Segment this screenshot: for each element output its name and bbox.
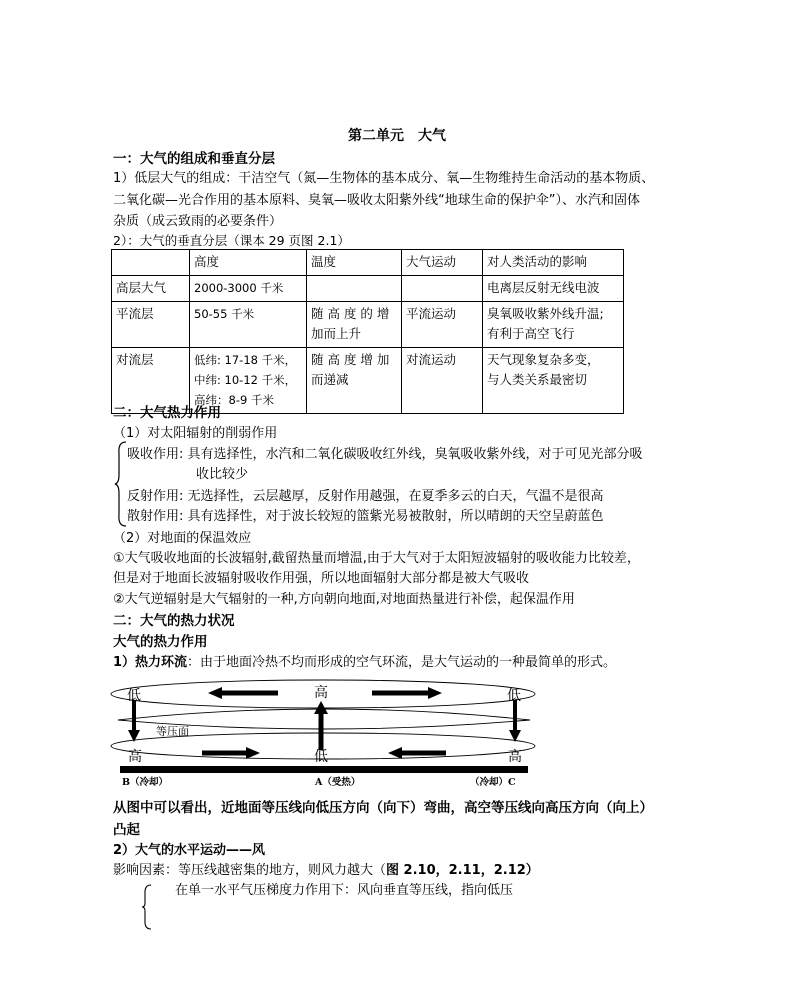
circulation-text: ：由于地面冷热不均而形成的空气环流，是大气运动的一种最简单的形式。 — [187, 655, 617, 670]
arrow-right-icon — [246, 747, 260, 759]
paragraph-line: 但是对于地面长波辐射吸收作用强，所以地面辐射大部分都是被大气吸收 — [113, 571, 530, 586]
page-title: 第二单元 大气 — [348, 128, 446, 144]
table-cell — [483, 348, 624, 414]
label-low-top-left: 低 — [127, 688, 141, 704]
table-header-row — [112, 250, 624, 276]
subheading: （2）对地面的保温效应 — [113, 531, 252, 546]
wind-factor-line — [113, 859, 539, 878]
thermal-circulation-diagram — [110, 676, 540, 788]
table-cell — [307, 276, 402, 302]
cell-line: 随 高 度 的 增 — [311, 306, 390, 321]
cell-line: 加而上升 — [311, 326, 362, 341]
factor-label: 影响因素 — [113, 863, 166, 878]
wind-rule-line: 在单一水平气压梯度力作用下：风向垂直等压线，指向低压 — [175, 883, 514, 898]
table-header: 温度 — [307, 250, 402, 276]
table-cell: 2000-3000 千米 — [190, 276, 307, 302]
table-header: 高度 — [190, 250, 307, 276]
paragraph-line: ①大气吸收地面的长波辐射,截留热量而增温,由于大气对于太阳短波辐射的吸收能力比较差， — [113, 551, 640, 566]
cell-line: 而递减 — [311, 372, 349, 387]
arrow-up-icon — [314, 701, 328, 714]
section-heading-thermal: 二：大气热力作用 — [113, 405, 221, 421]
arrow-left-icon — [388, 747, 402, 759]
cell-line: 低纬: 17-18 千米， — [194, 353, 297, 367]
cell-line: 中纬: 10-12 千米， — [194, 373, 297, 387]
label-c-cooling: （冷却）C — [470, 777, 516, 788]
table-cell — [483, 302, 624, 348]
cell-line: 臭氧吸收紫外线升温; — [487, 306, 604, 321]
absorb-line: 吸收作用: 具有选择性，水汽和二氧化碳吸收红外线，臭氧吸收紫外线，对于可见光部分吸 — [127, 447, 643, 462]
table-cell — [307, 348, 402, 414]
table-cell: 平流层 — [112, 302, 190, 348]
table-cell: 平流运动 — [402, 302, 483, 348]
table-header: 大气运动 — [402, 250, 483, 276]
ground-bar — [120, 766, 528, 773]
paragraph-line: ②大气逆辐射是大气辐射的一种,方向朝向地面,对地面热量进行补偿，起保温作用 — [113, 592, 575, 607]
subheading-bold: 大气的热力作用 — [113, 634, 208, 650]
table-cell — [112, 250, 190, 276]
label-low-bottom-center: 低 — [314, 749, 328, 765]
table-cell: 50-55 千米 — [190, 302, 307, 348]
table-row — [112, 302, 624, 348]
label-high-bottom-left: 高 — [128, 749, 142, 765]
circulation-paragraph — [113, 651, 616, 670]
left-brace — [141, 884, 153, 930]
factor-text: ：等压线越密集的地方，则风力越大（ — [165, 863, 387, 878]
paragraph-line: 二氧化碳—光合作用的基本原料、臭氧—吸收太阳紫外线“地球生命的保护伞”）、水汽和固体 — [113, 193, 640, 208]
arrow-left-icon — [208, 687, 222, 699]
table-cell: 对流层 — [112, 348, 190, 414]
cell-line: 有利于高空飞行 — [487, 326, 575, 341]
wind-heading: 2）大气的水平运动——风 — [113, 843, 266, 858]
table-cell — [307, 302, 402, 348]
table-row — [112, 276, 624, 302]
section-heading-status: 二：大气的热力状况 — [113, 613, 235, 629]
conclusion-line: 凸起 — [113, 822, 140, 838]
label-b-cooling: B（冷却） — [122, 777, 169, 788]
paragraph-line: 2）：大气的垂直分层（课本 29 页图 2.1） — [113, 233, 350, 248]
cell-line: 随 高 度 增 加 — [311, 352, 390, 367]
table-header: 对人类活动的影响 — [483, 250, 624, 276]
cell-line: 与人类关系最密切 — [487, 372, 588, 387]
factor-figures: 图 2.10，2.11，2.12） — [386, 863, 539, 878]
table-cell: 电离层反射无线电波 — [483, 276, 624, 302]
label-low-top-right: 低 — [507, 688, 521, 704]
cell-line: 高纬：8-9 千米 — [194, 393, 274, 407]
left-brace — [114, 441, 128, 527]
conclusion-line: 从图中可以看出，近地面等压线向低压方向（向下）弯曲，高空等压线向高压方向（向上） — [113, 800, 653, 816]
label-a-heating: A（受热） — [315, 777, 361, 788]
label-isobar: 等压面 — [156, 725, 189, 738]
cell-line: 天气现象复杂多变， — [487, 352, 600, 367]
scatter-line: 散射作用: 具有选择性，对于波长较短的篮紫光易被散射，所以晴朗的天空呈蔚蓝色 — [127, 509, 604, 524]
reflect-line: 反射作用: 无选择性，云层越厚，反射作用越强，在夏季多云的白天，气温不是很高 — [127, 489, 604, 504]
absorb-line: 收比较少 — [196, 467, 249, 482]
table-cell: 高层大气 — [112, 276, 190, 302]
label-high-bottom-right: 高 — [508, 749, 522, 765]
arrow-right-icon — [428, 687, 442, 699]
subheading: （1）对太阳辐射的削弱作用 — [113, 426, 278, 441]
table-cell: 对流运动 — [402, 348, 483, 414]
section-heading-composition: 一：大气的组成和垂直分层 — [113, 151, 275, 167]
table-cell — [402, 276, 483, 302]
paragraph-line: 1）低层大气的组成：干洁空气（氮—生物体的基本成分、氧—生物维持生命活动的基本物质、 — [113, 171, 655, 186]
label-high-top-center: 高 — [314, 685, 328, 701]
circulation-label: 1）热力环流 — [113, 655, 188, 670]
paragraph-line: 杂质（成云致雨的必要条件） — [113, 214, 283, 229]
atmosphere-layers-table — [111, 249, 624, 414]
